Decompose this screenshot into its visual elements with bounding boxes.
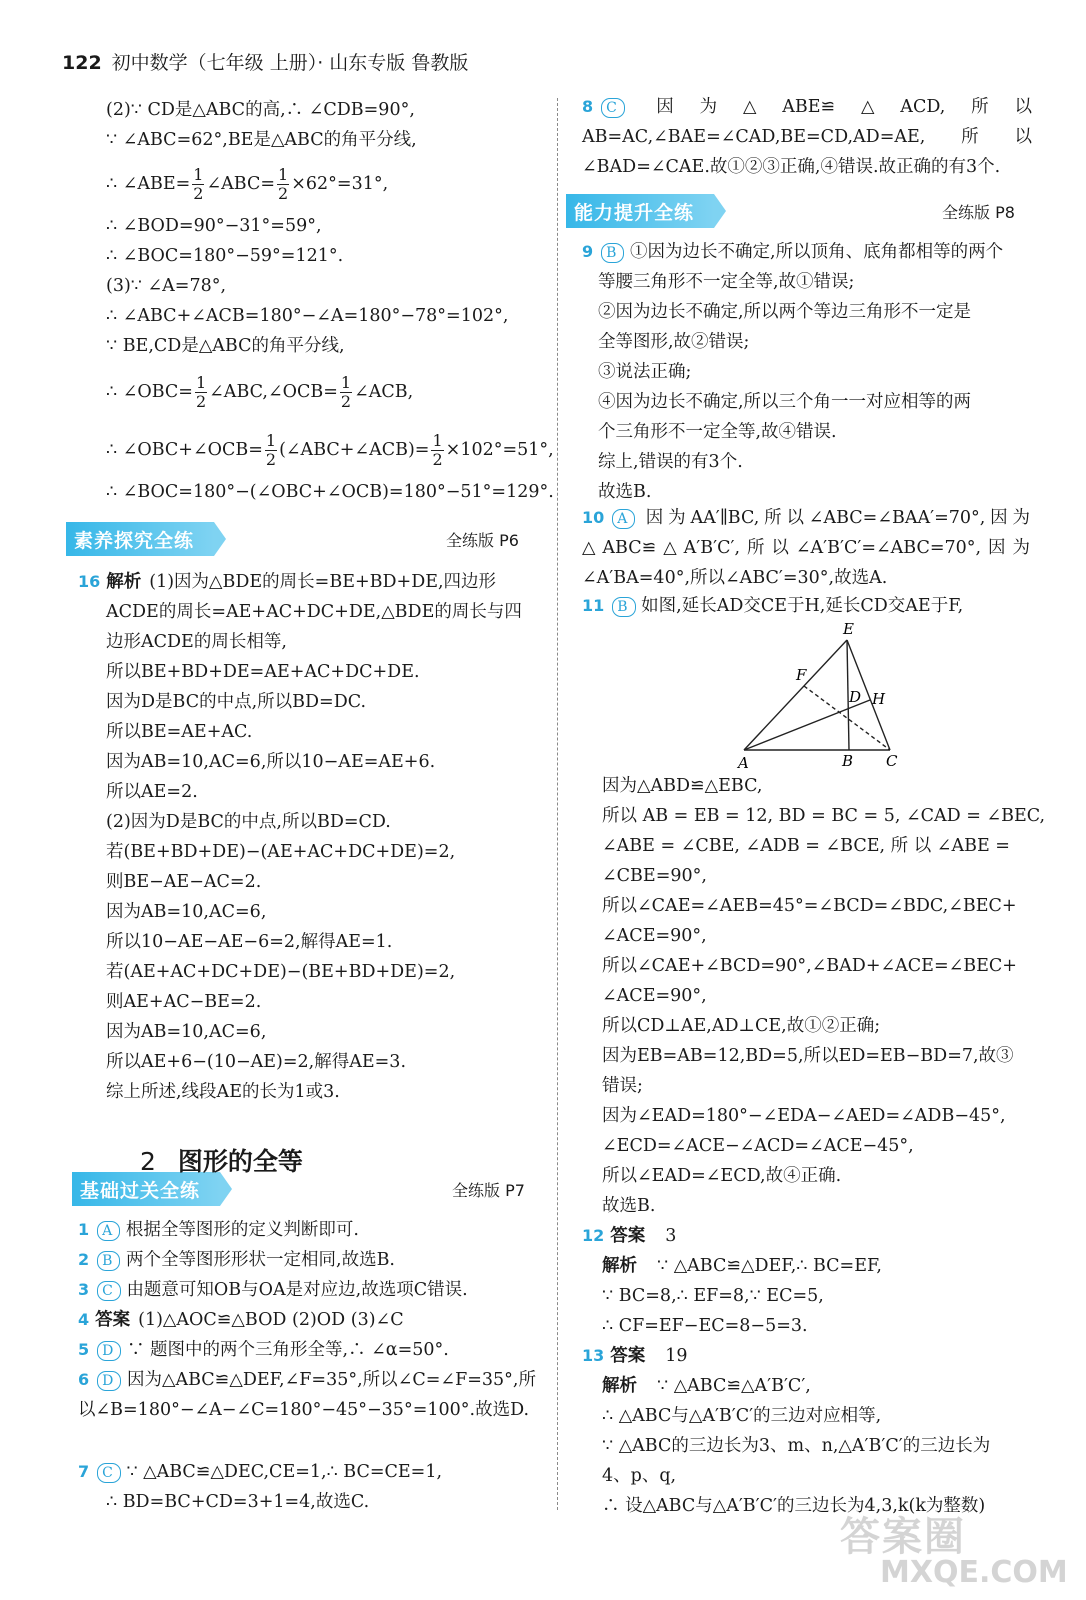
text-line: ∵ ∠ABC=62°,BE是△ABC的角平分线, — [106, 130, 417, 150]
text-line: 因为D是BC的中点,所以BD=DC. — [106, 692, 367, 712]
section-banner-ability: 能力提升全练 — [566, 194, 724, 228]
text-line: 因为AB=10,AC=6,所以10−AE=AE+6. — [106, 752, 436, 772]
text-line: ∵ △ABC的三边长为3、m、n,△A′B′C′的三边长为 — [602, 1436, 991, 1456]
formula-line-abe: ∴ ∠ABE= $\frac{1}{2}$ ∠ABC= $\frac{1}{2}$ ×62°=31°, — [106, 165, 389, 203]
book-title: 初中数学（七年级 上册）· 山东专版 鲁教版 — [111, 52, 469, 74]
text-line: ∴ BD=BC+CD=3+1=4,故选C. — [106, 1492, 370, 1512]
section-banner-literacy: 素养探究全练 — [66, 522, 224, 556]
text-line: ∴ ∠BOC=180°−(∠OBC+∠OCB)=180°−51°=129°. — [106, 482, 554, 502]
text-line: ④因为边长不确定,所以三个角一一对应相等的两 — [598, 392, 972, 412]
section-title: 2 图形的全等 — [140, 1147, 303, 1176]
formula-line-obc: ∴ ∠OBC= $\frac{1}{2}$ ∠ABC,∠OCB= $\frac{1}{2}$ ∠ACB, — [106, 373, 414, 411]
text-line: 综上所述,线段AE的长为1或3. — [106, 1082, 340, 1102]
text-line: 若(BE+BD+DE)−(AE+AC+DC+DE)=2, — [106, 842, 456, 862]
text-line: 4、p、q, — [602, 1466, 677, 1486]
q9: 9 B ①因为边长不确定,所以顶角、底角都相等的两个 — [582, 242, 1004, 262]
text-line: ∴ 设△ABC与△A′B′C′的三边长为4,3,k(k为整数) — [602, 1496, 986, 1516]
text-line: 所以10−AE−AE−6=2,解得AE=1. — [106, 932, 393, 952]
text-line: ∵ BE,CD是△ABC的角平分线, — [106, 336, 345, 356]
page-header — [62, 48, 468, 75]
section-banner-basic: 基础过关全练 — [72, 1172, 230, 1206]
text-line: ∴ ∠ABC+∠ACB=180°−∠A=180°−78°=102°, — [106, 306, 509, 326]
q11: 11 B 如图,延长AD交CE于H,延长CD交AE于F, — [582, 596, 964, 616]
label-E: E — [843, 620, 854, 638]
text-line: 若(AE+AC+DC+DE)−(BE+BD+DE)=2, — [106, 962, 456, 982]
q6: 6 D 因为△ABC≌△DEF,∠F=35°,所以∠C=∠F=35°,所以∠B=180°−∠A−∠C=180°−45°−35°=100°.故选D. — [78, 1370, 536, 1420]
text-line: 因为△ABD≌△EBC, — [602, 776, 763, 796]
label-F: F — [796, 666, 807, 684]
formula-line-sum: ∴ ∠OBC+∠OCB= $\frac{1}{2}$ (∠ABC+∠ACB)= $\frac{1}{2}$ ×102°=51°, — [106, 431, 554, 469]
q13-answer: 13 答案 19 — [582, 1346, 688, 1366]
text-line: (3)∵ ∠A=78°, — [106, 276, 227, 296]
text-line: 错误; — [602, 1076, 643, 1096]
q4: 4 答案 (1)△AOC≌△BOD (2)OD (3)∠C — [78, 1310, 404, 1330]
q13-analysis: 解析 ∵ △ABC≌△A′B′C′, — [602, 1376, 811, 1396]
triangle-figure — [732, 620, 912, 780]
text-line: 则AE+AC−BE=2. — [106, 992, 262, 1012]
text-line: ∴ ∠BOD=90°−31°=59°, — [106, 216, 322, 236]
q2: 2 B 两个全等图形形状一定相同,故选B. — [78, 1250, 396, 1270]
text-line: ∠ACE=90°, — [602, 986, 707, 1006]
label-B: B — [842, 752, 854, 770]
text-line: 因为AB=10,AC=6, — [106, 1022, 267, 1042]
label-D: D — [849, 688, 862, 706]
page-number: 122 — [62, 52, 102, 74]
text-line: ∵ BC=8,∴ EF=8,∵ EC=5, — [602, 1286, 824, 1306]
text-line: 因为∠EAD=180°−∠EDA−∠AED=∠ADB−45°, — [602, 1106, 1006, 1126]
label-A: A — [738, 754, 749, 772]
q10: 10 A 因为AA′∥BC,所以∠ABC=∠BAA′=70°,因为△ABC≌△A′B′C′,所以∠A′B′C′=∠ABC=70°,因为∠A′BA=40°,所以∠ABC′=30°,故选A. — [582, 508, 1030, 588]
text-line: (2)∵ CD是△ABC的高,∴ ∠CDB=90°, — [106, 100, 415, 120]
label-H: H — [872, 690, 886, 708]
text-line: 所以BE+BD+DE=AE+AC+DC+DE. — [106, 662, 420, 682]
q8: 8 C 因为△ABE≌△ACD,所以AB=AC,∠BAE=∠CAD,BE=CD,AD=AE,所以∠BAD=∠CAE.故①②③正确,④错误.故正确的有3个. — [582, 97, 1032, 177]
q16-header: 16 解析 (1)因为△BDE的周长=BE+BD+DE,四边形 — [78, 572, 497, 592]
text-line: 故选B. — [598, 482, 652, 502]
text-line: 等腰三角形不一定全等,故①错误; — [598, 272, 855, 292]
text-line: 因为EB=AB=12,BD=5,所以ED=EB−BD=7,故③ — [602, 1046, 1014, 1066]
watermark-url: MXQE.COM — [880, 1555, 1068, 1590]
text-line: 所以BE=AE+AC. — [106, 722, 253, 742]
text-line: ∴ △ABC与△A′B′C′的三边对应相等, — [602, 1406, 882, 1426]
q3: 3 C 由题意可知OB与OA是对应边,故选项C错误. — [78, 1280, 468, 1300]
text-line: ACDE的周长=AE+AC+DC+DE,△BDE的周长与四 — [106, 602, 522, 622]
text-line: 个三角形不一定全等,故④错误. — [598, 422, 837, 442]
q12-analysis: 解析 ∵ △ABC≌△DEF,∴ BC=EF, — [602, 1256, 882, 1276]
text-line: ②因为边长不确定,所以两个等边三角形不一定是 — [598, 302, 972, 322]
text-line: 所以AE=2. — [106, 782, 198, 802]
q5: 5 D ∵ 题图中的两个三角形全等,∴ ∠α=50°. — [78, 1340, 449, 1360]
text-line: 故选B. — [602, 1196, 656, 1216]
text-line: 所以∠CAE=∠AEB=45°=∠BCD=∠BDC,∠BEC+ — [602, 896, 1017, 916]
page-reference: 全练版 P7 — [452, 1181, 525, 1200]
page-reference: 全练版 P6 — [446, 531, 519, 550]
text-line: 所以∠EAD=∠ECD,故④正确. — [602, 1166, 842, 1186]
column-divider — [557, 98, 558, 1510]
text-line: 全等图形,故②错误; — [598, 332, 750, 352]
text-line: 则BE−AE−AC=2. — [106, 872, 262, 892]
text-line: 所以 AB = EB = 12, BD = BC = 5, ∠CAD = ∠BEC, — [602, 806, 1046, 826]
text-line: 综上,错误的有3个. — [598, 452, 743, 472]
text-line: ③说法正确; — [598, 362, 692, 382]
q7: 7 C ∵ △ABC≌△DEC,CE=1,∴ BC=CE=1, — [78, 1462, 443, 1482]
text-line: 所以AE+6−(10−AE)=2,解得AE=3. — [106, 1052, 407, 1072]
label-C: C — [886, 752, 898, 770]
text-line: ∴ ∠BOC=180°−59°=121°. — [106, 246, 344, 266]
q12-answer: 12 答案 3 — [582, 1226, 677, 1246]
q1: 1 A 根据全等图形的定义判断即可. — [78, 1220, 359, 1240]
text-line: 边形ACDE的周长相等, — [106, 632, 287, 652]
text-line: ∠ACE=90°, — [602, 926, 707, 946]
text-line: ∠ECD=∠ACE−∠ACD=∠ACE−45°, — [602, 1136, 914, 1156]
text-line: 因为AB=10,AC=6, — [106, 902, 267, 922]
text-line: 所以∠CAE+∠BCD=90°,∠BAD+∠ACE=∠BEC+ — [602, 956, 1017, 976]
page-reference: 全练版 P8 — [942, 203, 1015, 222]
text-line: ∴ CF=EF−EC=8−5=3. — [602, 1316, 808, 1336]
text-line: (2)因为D是BC的中点,所以BD=CD. — [106, 812, 391, 832]
text-line: ∠CBE=90°, — [602, 866, 707, 886]
watermark-logo: 答案圈 — [840, 1514, 966, 1560]
text-line: ∠ABE = ∠CBE, ∠ADB = ∠BCE, 所 以 ∠ABE = — [602, 836, 1010, 856]
text-line: 所以CD⊥AE,AD⊥CE,故①②正确; — [602, 1016, 881, 1036]
